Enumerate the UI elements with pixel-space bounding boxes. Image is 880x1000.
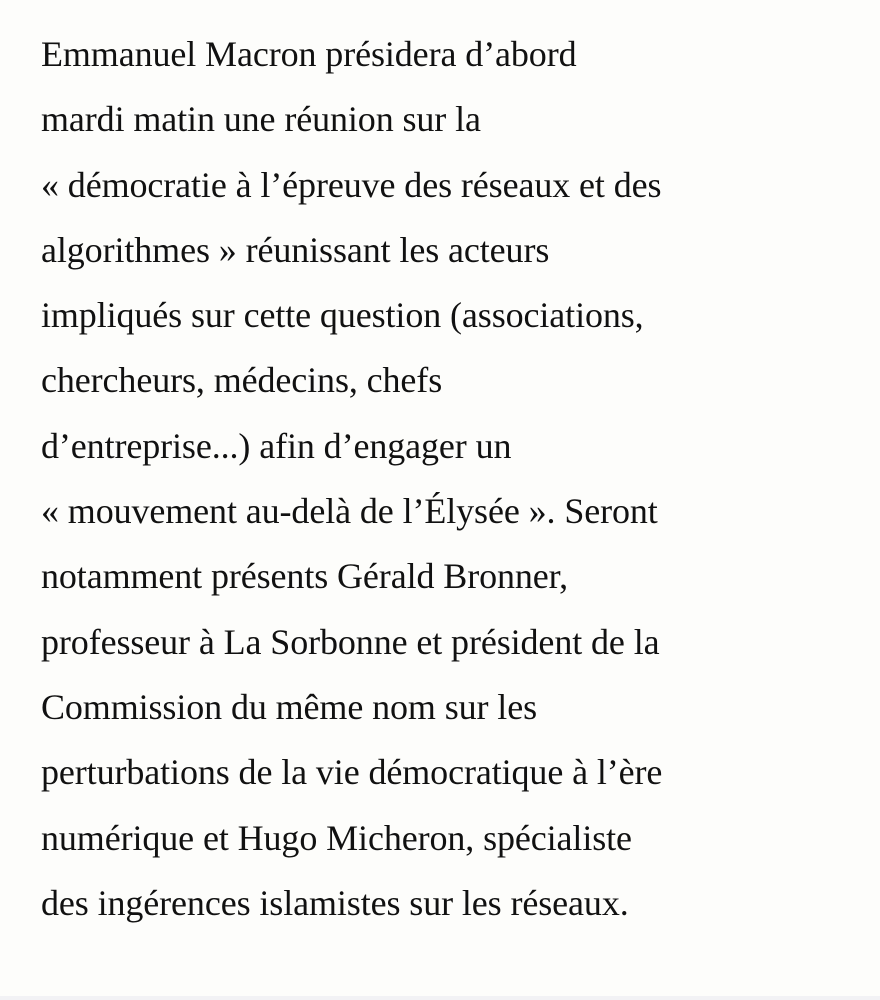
paragraph-line: « démocratie à l’épreuve des réseaux et des	[41, 164, 662, 205]
paragraph-line: impliqués sur cette question (associations,	[41, 295, 644, 336]
paragraph-line: notamment présents Gérald Bronner,	[41, 556, 569, 597]
paragraph-line: Emmanuel Macron présidera d’abord	[41, 34, 577, 74]
paragraph-line: algorithmes » réunissant les acteurs	[41, 229, 550, 270]
paragraph-line: chercheurs, médecins, chefs	[41, 360, 443, 401]
paragraph-line: professeur à La Sorbonne et président de la	[41, 621, 660, 662]
article-paragraph	[41, 22, 861, 936]
bottom-divider	[0, 996, 880, 1000]
paragraph-line: perturbations de la vie démocratique à l’ère	[41, 752, 663, 793]
paragraph-line: mardi matin une réunion sur la	[41, 99, 481, 140]
paragraph-line: des ingérences islamistes sur les réseaux.	[41, 882, 629, 923]
paragraph-line: Commission du même nom sur les	[41, 686, 537, 727]
paragraph-line: d’entreprise...) afin d’engager un	[41, 425, 512, 466]
paragraph-line: numérique et Hugo Micheron, spécialiste	[41, 817, 632, 858]
paragraph-line: « mouvement au-delà de l’Élysée ». Seront	[41, 491, 658, 532]
